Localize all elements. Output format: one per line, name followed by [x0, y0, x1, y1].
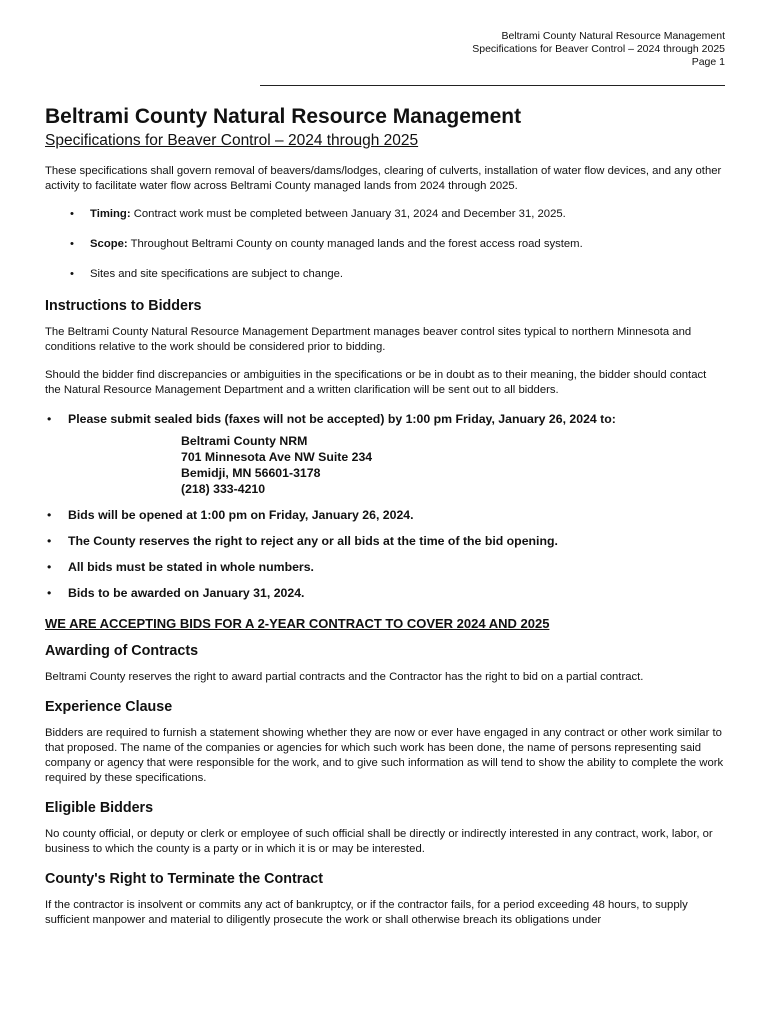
item-text: Contract work must be completed between January 31, 2024 and December 31, 2025.: [130, 208, 566, 220]
bid-submission-list: [45, 411, 725, 601]
item-label: Timing:: [90, 208, 131, 220]
list-item: • The County reserves the right to reject any or all bids at the time of the bid opening.: [45, 533, 725, 549]
item-text: Throughout Beltrami County on county managed lands and the forest access road system.: [127, 238, 583, 250]
document-subtitle: Specifications for Beaver Control – 2024 through 2025: [45, 132, 419, 149]
instructions-paragraph-2: Should the bidder find discrepancies or ambiguities in the specifications or be in doubt as to their meaning, the bidder should contact the Natural Resource Management Department and a written clarification will be sent out to all bidders.: [45, 369, 707, 396]
intro-paragraph: These specifications shall govern removal of beavers/dams/lodges, clearing of culverts, installation of water flow devices, and any other activity to facilitate water flow across Beltrami County managed lands from 2024 through 2025.: [45, 165, 722, 192]
mailing-address: [181, 433, 725, 497]
item-text: Sites and site specifications are subject to change.: [90, 268, 344, 280]
list-item: • All bids must be stated in whole numbers.: [45, 559, 725, 575]
document-body: [45, 104, 725, 941]
section-heading-experience: Experience Clause: [45, 699, 173, 715]
list-item: • Bids will be opened at 1:00 pm on Friday, January 26, 2024.: [45, 507, 725, 523]
address-line: Beltrami County NRM: [181, 434, 308, 448]
section-text-awarding: Beltrami County reserves the right to award partial contracts and the Contractor has the right to bid on a partial contract.: [45, 671, 644, 683]
address-phone: (218) 333-4210: [181, 482, 266, 496]
running-header: [472, 30, 725, 69]
contract-banner: WE ARE ACCEPTING BIDS FOR A 2-YEAR CONTRACT TO COVER 2024 AND 2025: [45, 616, 550, 631]
section-heading-terminate: County's Right to Terminate the Contract: [45, 871, 323, 887]
list-item-submit: [45, 411, 725, 497]
section-text-experience: Bidders are required to furnish a statement showing whether they are now or ever have engaged in any contract or other work similar to that proposed. The name of the companies or agencies for which such work has been done, the name of persons representing said company or agency that were responsible for the work, and to give such information as will tend to show the ability to complete the work required by these specifications.: [45, 727, 724, 784]
list-item: [45, 207, 725, 222]
list-item: [45, 267, 725, 282]
header-line-2: Specifications for Beaver Control – 2024 through 2025: [472, 43, 725, 55]
section-heading-eligible: Eligible Bidders: [45, 800, 154, 816]
header-line-1: Beltrami County Natural Resource Management: [501, 30, 725, 42]
section-heading-instructions: Instructions to Bidders: [45, 298, 202, 314]
list-item: • Bids to be awarded on January 31, 2024.: [45, 585, 725, 601]
section-text-terminate: If the contractor is insolvent or commits any act of bankruptcy, or if the contractor fails, for a period exceeding 48 hours, to supply sufficient manpower and material to diligently prosecute the work or shall otherwise breach its obligations under: [45, 899, 688, 926]
header-rule: [260, 85, 725, 86]
terms-list: [45, 207, 725, 282]
address-line: 701 Minnesota Ave NW Suite 234: [181, 450, 373, 464]
submit-instruction: Please submit sealed bids (faxes will not be accepted) by 1:00 pm Friday, January 26, 2024 to:: [68, 412, 616, 426]
section-heading-awarding: Awarding of Contracts: [45, 643, 199, 659]
header-page-number: Page 1: [691, 56, 725, 68]
address-line: Bemidji, MN 56601-3178: [181, 466, 321, 480]
section-text-eligible: No county official, or deputy or clerk or employee of such official shall be directly or indirectly interested in any contract, work, labor, or business to which the county is a party or in which it is or may be interested.: [45, 828, 713, 855]
document-title: Beltrami County Natural Resource Management: [45, 105, 522, 128]
item-label: Scope:: [90, 238, 128, 250]
list-item: [45, 237, 725, 252]
instructions-paragraph-1: The Beltrami County Natural Resource Management Department manages beaver control sites typical to northern Minnesota and conditions relative to the work should be considered prior to bidding.: [45, 326, 692, 353]
